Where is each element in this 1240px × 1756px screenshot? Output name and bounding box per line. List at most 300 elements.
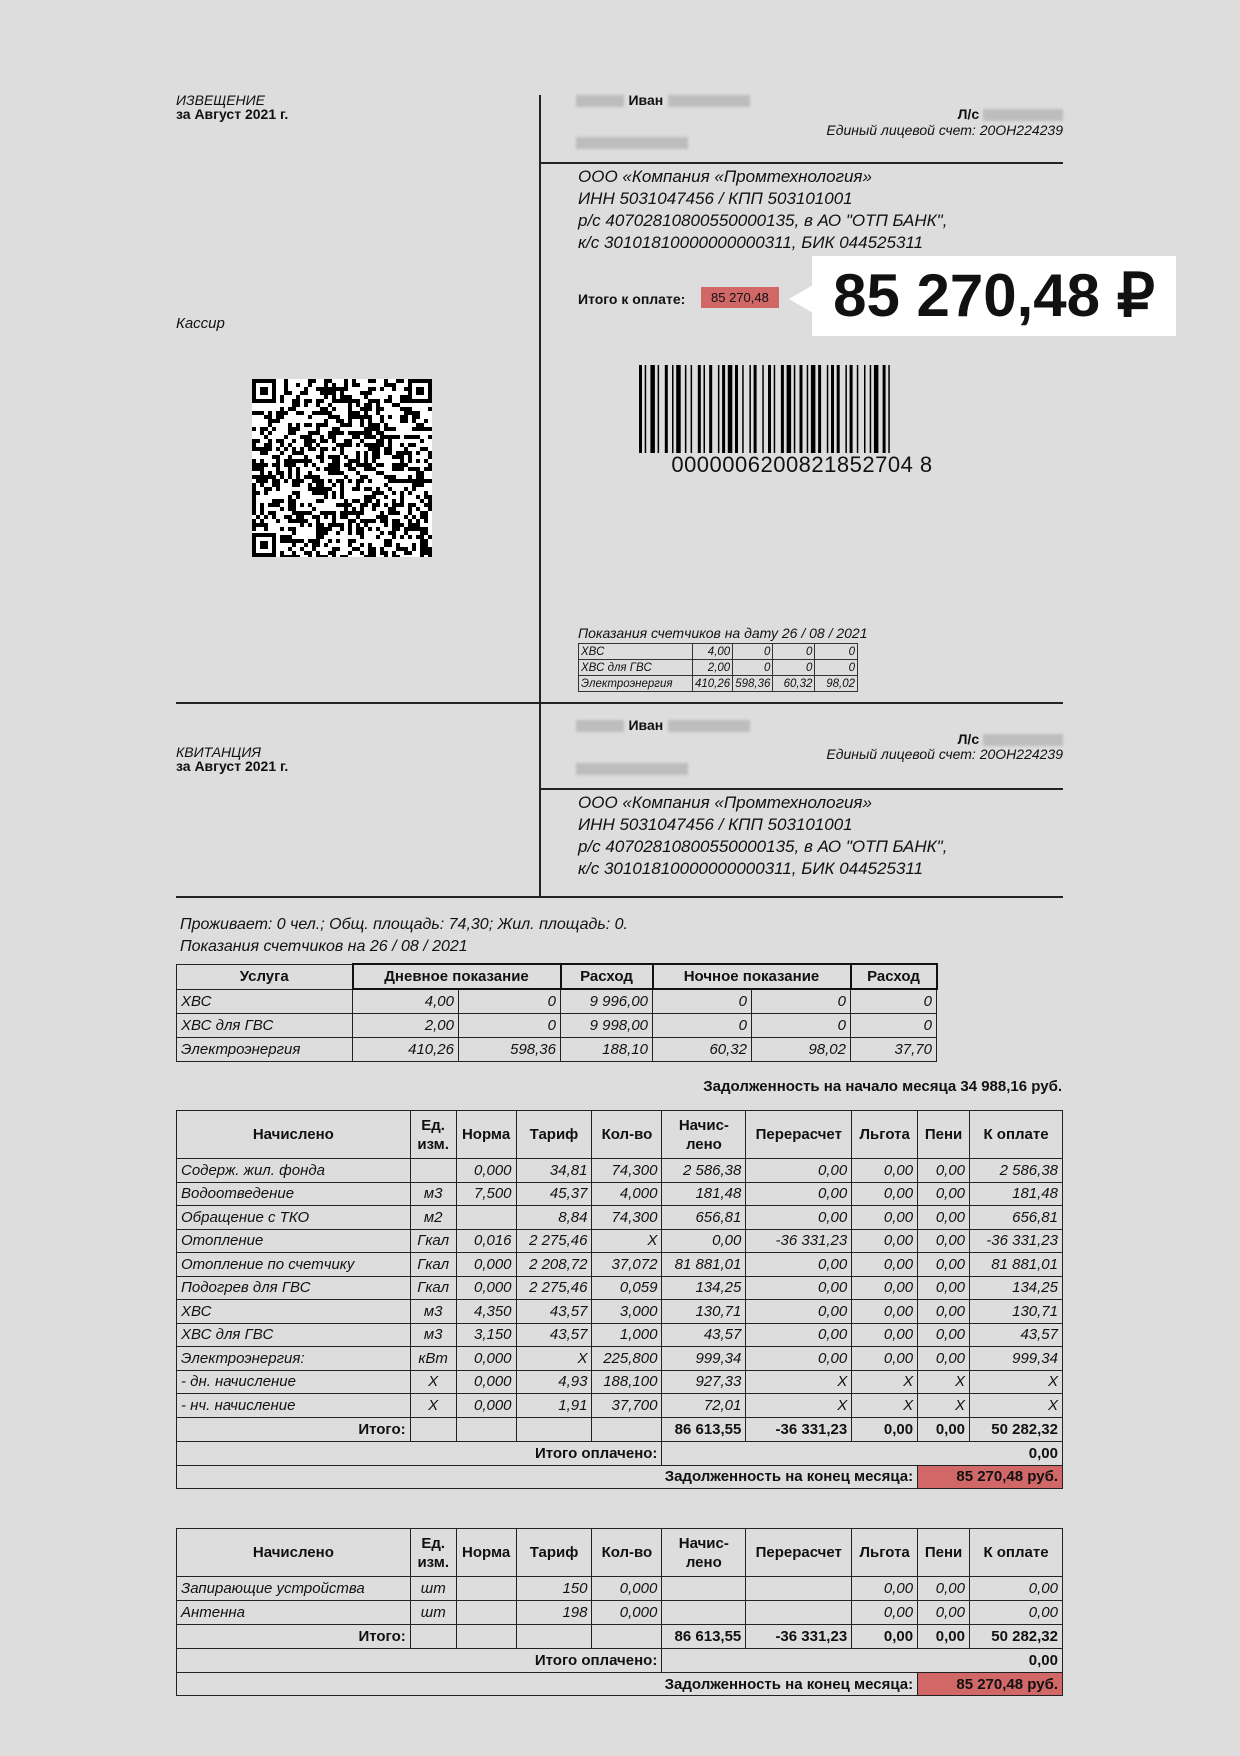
column-header: Дневное показание (353, 964, 561, 989)
table-cell: 0,00 (918, 1182, 970, 1206)
table-cell: 999,34 (970, 1347, 1063, 1371)
table-cell: X (918, 1394, 970, 1418)
table-cell: 43,57 (970, 1323, 1063, 1347)
table-row (177, 1182, 1063, 1206)
table-cell: 410,26 (693, 676, 733, 692)
payer-name-block (576, 717, 750, 735)
table-cell: ХВС (177, 989, 353, 1013)
table-cell: 3,150 (456, 1323, 516, 1347)
table-cell: 188,10 (561, 1037, 653, 1061)
table-cell: 0,00 (918, 1276, 970, 1300)
table-cell: 81 881,01 (662, 1253, 746, 1277)
table-cell: 34,81 (516, 1159, 592, 1183)
table-cell: 98,02 (815, 676, 858, 692)
table-cell: 0,00 (852, 1276, 918, 1300)
column-header: Пени (918, 1111, 970, 1159)
barcode-number: 0000006200821852704 8 (671, 452, 933, 477)
table-cell: X (410, 1370, 456, 1394)
extra-charges-table (176, 1528, 1063, 1696)
divider (176, 702, 1063, 704)
redacted-account (983, 734, 1063, 746)
table-cell: 927,33 (662, 1370, 746, 1394)
table-row (579, 644, 858, 660)
table-cell: 2 208,72 (516, 1253, 592, 1277)
debt-end-row (177, 1465, 1063, 1488)
table-cell: 37,70 (851, 1037, 937, 1061)
column-header: Ед. изм. (410, 1111, 456, 1159)
column-header: Льгота (852, 1111, 918, 1159)
table-cell: 0,00 (852, 1182, 918, 1206)
table-cell: 4,000 (592, 1182, 662, 1206)
table-cell: Гкал (410, 1253, 456, 1277)
table-cell: 0,00 (918, 1206, 970, 1230)
table-cell: 198 (516, 1601, 592, 1625)
debt-end-value: 85 270,48 руб. (918, 1673, 1063, 1696)
table-cell: Водоотведение (177, 1182, 411, 1206)
qr-code-icon (252, 379, 432, 557)
table-cell: м3 (410, 1323, 456, 1347)
paid-row (177, 1649, 1063, 1673)
column-header: Норма (456, 1529, 516, 1577)
table-cell: 0,00 (852, 1300, 918, 1324)
table-cell (662, 1577, 746, 1601)
table-cell: кВт (410, 1347, 456, 1371)
table-cell: - дн. начисление (177, 1370, 411, 1394)
table-row (177, 1577, 1063, 1601)
table-cell: 7,500 (456, 1182, 516, 1206)
table-cell (456, 1601, 516, 1625)
notice-period: за Август 2021 г. (176, 106, 289, 122)
table-cell: 81 881,01 (970, 1253, 1063, 1277)
table-cell: 0 (815, 644, 858, 660)
table-cell: 74,300 (592, 1206, 662, 1230)
column-header: Тариф (516, 1529, 592, 1577)
table-cell: 0,00 (746, 1182, 852, 1206)
table-cell: X (592, 1229, 662, 1253)
table-cell (456, 1206, 516, 1230)
charges-table (176, 1110, 1063, 1489)
org-inn: ИНН 5031047456 / КПП 503101001 (578, 189, 853, 208)
total-callout: 85 270,48 ₽ (812, 256, 1176, 336)
table-cell (410, 1417, 456, 1441)
table-cell: шт (410, 1601, 456, 1625)
table-cell: 225,800 (592, 1347, 662, 1371)
receipt-period: за Август 2021 г. (176, 758, 289, 774)
table-cell: 130,71 (662, 1300, 746, 1324)
table-cell: 9 996,00 (561, 989, 653, 1013)
account-number-line (760, 106, 1063, 122)
column-header: Расход (851, 964, 937, 989)
payer-name: Иван (628, 92, 664, 108)
table-cell: 0,00 (746, 1253, 852, 1277)
table-cell: 0,00 (918, 1229, 970, 1253)
table-cell: 0,00 (918, 1253, 970, 1277)
table-header-row (177, 964, 937, 989)
table-cell: X (852, 1370, 918, 1394)
total-cell: 86 613,55 (662, 1625, 746, 1649)
debt-end-label: Задолженность на конец месяца: (177, 1465, 918, 1488)
table-cell: ХВС (177, 1300, 411, 1324)
total-cell: 0,00 (918, 1625, 970, 1649)
table-cell: 60,32 (773, 676, 815, 692)
table-cell: 150 (516, 1577, 592, 1601)
total-cell: 0,00 (852, 1417, 918, 1441)
table-cell: 0,00 (918, 1159, 970, 1183)
org-account: р/с 40702810800550000135, в АО "ОТП БАНК", (578, 211, 948, 230)
table-cell (456, 1577, 516, 1601)
table-cell: 45,37 (516, 1182, 592, 1206)
table-cell: 0,000 (456, 1253, 516, 1277)
total-cell: -36 331,23 (746, 1625, 852, 1649)
table-row (177, 1300, 1063, 1324)
org-bik: к/с 30101810000000000311, БИК 044525311 (578, 233, 924, 252)
column-header: Начислено (177, 1111, 411, 1159)
table-cell (746, 1601, 852, 1625)
table-cell: 2,00 (353, 1013, 459, 1037)
table-cell: 2 586,38 (970, 1159, 1063, 1183)
callout-arrow (789, 285, 813, 313)
paid-row (177, 1441, 1063, 1465)
table-cell: 0 (752, 1013, 851, 1037)
table-cell: 0,00 (918, 1601, 970, 1625)
table-cell: X (918, 1370, 970, 1394)
table-cell (516, 1417, 592, 1441)
table-cell: X (410, 1394, 456, 1418)
table-cell: 43,57 (516, 1300, 592, 1324)
column-header: Начис- лено (662, 1529, 746, 1577)
table-cell: - нч. начисление (177, 1394, 411, 1418)
table-cell: 4,350 (456, 1300, 516, 1324)
payer-name-block (576, 92, 750, 110)
debt-end-label: Задолженность на конец месяца: (177, 1673, 918, 1696)
table-cell: 72,01 (662, 1394, 746, 1418)
payer-name: Иван (628, 717, 664, 733)
table-cell (592, 1625, 662, 1649)
table-cell: 598,36 (733, 676, 773, 692)
table-cell: 4,00 (693, 644, 733, 660)
table-row (177, 1323, 1063, 1347)
table-cell: 656,81 (970, 1206, 1063, 1230)
account-number-line (760, 731, 1063, 747)
account-label: Л/с (957, 106, 980, 122)
totals-label: Итого: (177, 1625, 411, 1649)
table-cell: 0 (851, 989, 937, 1013)
table-cell: м2 (410, 1206, 456, 1230)
table-cell: 0,00 (746, 1159, 852, 1183)
cashier-label: Кассир (176, 315, 225, 332)
account-label: Л/с (957, 731, 980, 747)
table-row (177, 1370, 1063, 1394)
table-cell: X (746, 1394, 852, 1418)
totals-row (177, 1417, 1063, 1441)
org-name: ООО «Компания «Промтехнология» (578, 793, 872, 812)
total-cell: 50 282,32 (970, 1417, 1063, 1441)
table-cell: Содерж. жил. фонда (177, 1159, 411, 1183)
redacted-account (983, 109, 1063, 121)
total-label: Итого к оплате: (578, 291, 686, 307)
table-cell: 0 (851, 1013, 937, 1037)
table-cell: 0 (653, 1013, 752, 1037)
table-cell: 4,93 (516, 1370, 592, 1394)
debt-start: Задолженность на начало месяца 34 988,16 руб. (703, 1078, 1062, 1095)
table-cell: 3,000 (592, 1300, 662, 1324)
table-cell: ХВС для ГВС (177, 1013, 353, 1037)
column-header: Ед. изм. (410, 1529, 456, 1577)
column-header: Кол-во (592, 1111, 662, 1159)
table-cell: 0,00 (746, 1276, 852, 1300)
table-cell: X (970, 1394, 1063, 1418)
table-cell: 0,000 (456, 1347, 516, 1371)
table-cell (456, 1417, 516, 1441)
column-header: Расход (561, 964, 653, 989)
table-cell: 0,00 (746, 1206, 852, 1230)
table-cell: ХВС для ГВС (579, 660, 693, 676)
org-inn: ИНН 5031047456 / КПП 503101001 (578, 815, 853, 834)
table-cell: м3 (410, 1182, 456, 1206)
table-row (579, 676, 858, 692)
table-cell: Электроэнергия (579, 676, 693, 692)
table-cell: 410,26 (353, 1037, 459, 1061)
divider (539, 162, 1063, 164)
total-cell: 86 613,55 (662, 1417, 746, 1441)
table-row (177, 1601, 1063, 1625)
table-cell: Электроэнергия (177, 1037, 353, 1061)
table-cell: 0,00 (852, 1347, 918, 1371)
table-cell: 2 586,38 (662, 1159, 746, 1183)
table-cell: 0,00 (662, 1229, 746, 1253)
column-header: Перерасчет (746, 1529, 852, 1577)
table-cell: 0 (773, 660, 815, 676)
column-header: Льгота (852, 1529, 918, 1577)
table-cell: 0,00 (746, 1347, 852, 1371)
table-cell: 0,000 (592, 1601, 662, 1625)
table-cell: 0,00 (852, 1323, 918, 1347)
table-cell: Подогрев для ГВС (177, 1276, 411, 1300)
table-row (177, 1276, 1063, 1300)
table-cell: 134,25 (970, 1276, 1063, 1300)
column-header: Тариф (516, 1111, 592, 1159)
redacted-surname (576, 95, 624, 107)
barcode-icon (639, 365, 965, 453)
table-cell: 0,00 (970, 1577, 1063, 1601)
column-header: Ночное показание (653, 964, 851, 989)
redacted-patronymic (668, 720, 750, 732)
table-cell: 134,25 (662, 1276, 746, 1300)
org-details (578, 166, 947, 254)
table-row (177, 1037, 937, 1061)
table-cell: ХВС (579, 644, 693, 660)
table-cell: 0,000 (456, 1159, 516, 1183)
table-cell: 0 (459, 1013, 561, 1037)
table-cell: 0 (733, 660, 773, 676)
table-cell: 0,016 (456, 1229, 516, 1253)
org-account: р/с 40702810800550000135, в АО "ОТП БАНК", (578, 837, 948, 856)
notice-title: ИЗВЕЩЕНИЕ (176, 92, 266, 108)
table-cell: X (852, 1394, 918, 1418)
table-cell: 2 275,46 (516, 1229, 592, 1253)
divider (176, 896, 1063, 898)
table-cell: 2 275,46 (516, 1276, 592, 1300)
table-cell: -36 331,23 (970, 1229, 1063, 1253)
paid-label: Итого оплачено: (177, 1441, 662, 1465)
table-cell (516, 1625, 592, 1649)
org-name: ООО «Компания «Промтехнология» (578, 167, 872, 186)
table-cell: 1,000 (592, 1323, 662, 1347)
paid-value: 0,00 (662, 1649, 1063, 1673)
table-cell: 130,71 (970, 1300, 1063, 1324)
column-header: Начис- лено (662, 1111, 746, 1159)
table-cell: 0,00 (746, 1300, 852, 1324)
table-cell: ХВС для ГВС (177, 1323, 411, 1347)
redacted-address (576, 763, 688, 775)
table-cell: 0,00 (746, 1323, 852, 1347)
residence-info: Проживает: 0 чел.; Общ. площадь: 74,30; Жил. площадь: 0. (180, 916, 628, 933)
table-cell: 0,00 (852, 1206, 918, 1230)
table-row (177, 1394, 1063, 1418)
table-cell: X (970, 1370, 1063, 1394)
table-cell (410, 1159, 456, 1183)
table-row (177, 1347, 1063, 1371)
table-header-row (177, 1111, 1063, 1159)
table-cell: 0,00 (852, 1159, 918, 1183)
table-cell: м3 (410, 1300, 456, 1324)
total-cell: 0,00 (852, 1625, 918, 1649)
org-bik: к/с 30101810000000000311, БИК 044525311 (578, 859, 924, 878)
table-cell: 0,000 (456, 1276, 516, 1300)
table-cell: 188,100 (592, 1370, 662, 1394)
stub-divider (539, 95, 541, 897)
table-cell: 74,300 (592, 1159, 662, 1183)
unified-account: Единый лицевой счет: 20ОН224239 (826, 122, 1063, 138)
table-row (177, 1206, 1063, 1230)
table-row (177, 1013, 937, 1037)
table-cell: 98,02 (752, 1037, 851, 1061)
table-cell: 598,36 (459, 1037, 561, 1061)
table-cell (746, 1577, 852, 1601)
redacted-surname (576, 720, 624, 732)
column-header: К оплате (970, 1111, 1063, 1159)
table-cell: Гкал (410, 1229, 456, 1253)
column-header: Начислено (177, 1529, 411, 1577)
table-cell: Электроэнергия: (177, 1347, 411, 1371)
table-cell: 9 998,00 (561, 1013, 653, 1037)
table-cell: Отопление по счетчику (177, 1253, 411, 1277)
column-header: Пени (918, 1529, 970, 1577)
divider (539, 788, 1063, 790)
table-cell: 0 (773, 644, 815, 660)
table-cell: 4,00 (353, 989, 459, 1013)
table-cell: 0 (733, 644, 773, 660)
table-cell: 999,34 (662, 1347, 746, 1371)
table-cell: 181,48 (970, 1182, 1063, 1206)
unified-account: Единый лицевой счет: 20ОН224239 (826, 746, 1063, 762)
total-value: 85 270,48 (701, 287, 779, 308)
table-cell: 0,00 (852, 1229, 918, 1253)
table-row (177, 1159, 1063, 1183)
table-cell (592, 1417, 662, 1441)
table-cell: -36 331,23 (746, 1229, 852, 1253)
table-cell: 0,059 (592, 1276, 662, 1300)
table-cell: 0,00 (918, 1577, 970, 1601)
paid-value: 0,00 (662, 1441, 1063, 1465)
table-cell (662, 1601, 746, 1625)
org-details (578, 792, 947, 880)
table-cell: 0,00 (918, 1347, 970, 1371)
table-cell: 0 (459, 989, 561, 1013)
debt-end-value: 85 270,48 руб. (918, 1465, 1063, 1488)
totals-label: Итого: (177, 1417, 411, 1441)
column-header: Услуга (177, 964, 353, 989)
column-header: Кол-во (592, 1529, 662, 1577)
redacted-address (576, 137, 688, 149)
table-cell: 0,000 (456, 1370, 516, 1394)
table-cell: 8,84 (516, 1206, 592, 1230)
meters-date: Показания счетчиков на 26 / 08 / 2021 (180, 938, 468, 955)
receipt-title: КВИТАНЦИЯ (176, 744, 261, 760)
column-header: К оплате (970, 1529, 1063, 1577)
total-cell: 0,00 (918, 1417, 970, 1441)
meter-readings-small (578, 643, 858, 692)
debt-end-row (177, 1673, 1063, 1696)
table-cell: Антенна (177, 1601, 411, 1625)
table-cell: Отопление (177, 1229, 411, 1253)
table-cell: 181,48 (662, 1182, 746, 1206)
table-cell: 0,000 (456, 1394, 516, 1418)
table-cell: 0 (815, 660, 858, 676)
table-cell (410, 1625, 456, 1649)
table-cell: шт (410, 1577, 456, 1601)
table-cell: 656,81 (662, 1206, 746, 1230)
table-cell: 0 (752, 989, 851, 1013)
paid-label: Итого оплачено: (177, 1649, 662, 1673)
table-cell: 0,00 (970, 1601, 1063, 1625)
table-cell: Гкал (410, 1276, 456, 1300)
table-row (177, 989, 937, 1013)
meter-caption: Показания счетчиков на дату 26 / 08 / 2021 (578, 625, 868, 641)
table-cell: 0,000 (592, 1577, 662, 1601)
column-header: Перерасчет (746, 1111, 852, 1159)
table-header-row (177, 1529, 1063, 1577)
table-cell: Обращение с ТКО (177, 1206, 411, 1230)
table-cell: 1,91 (516, 1394, 592, 1418)
redacted-patronymic (668, 95, 750, 107)
table-cell: 2,00 (693, 660, 733, 676)
table-cell: Запирающие устройства (177, 1577, 411, 1601)
table-row (177, 1229, 1063, 1253)
table-row (177, 1253, 1063, 1277)
table-cell: 0,00 (852, 1577, 918, 1601)
table-cell: 0,00 (918, 1300, 970, 1324)
table-cell: 0 (653, 989, 752, 1013)
total-cell: 50 282,32 (970, 1625, 1063, 1649)
table-cell: 43,57 (662, 1323, 746, 1347)
table-cell: X (746, 1370, 852, 1394)
column-header: Норма (456, 1111, 516, 1159)
table-cell: X (516, 1347, 592, 1371)
table-cell (456, 1625, 516, 1649)
table-cell: 37,700 (592, 1394, 662, 1418)
table-cell: 0,00 (852, 1601, 918, 1625)
table-cell: 0,00 (852, 1253, 918, 1277)
table-cell: 43,57 (516, 1323, 592, 1347)
total-cell: -36 331,23 (746, 1417, 852, 1441)
table-cell: 0,00 (918, 1323, 970, 1347)
table-cell: 37,072 (592, 1253, 662, 1277)
totals-row (177, 1625, 1063, 1649)
meter-readings-table (176, 963, 938, 1062)
table-row (579, 660, 858, 676)
table-cell: 60,32 (653, 1037, 752, 1061)
